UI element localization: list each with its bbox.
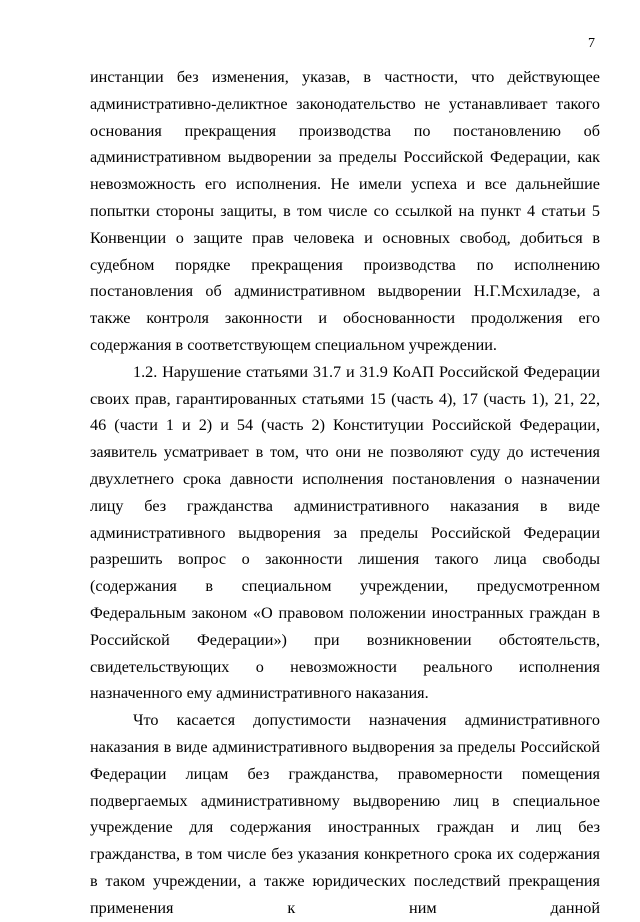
paragraph-admissibility: Что касается допустимости назначения административного наказания в виде административного выдворения за пределы Российской Федерации лицам без гражданства, правомерности помещения подвергаемых административному выдворению лиц в специальное учреждение для содержания иностранных граждан и лиц без гражданства, в том числе без указания конкретного срока их содержания в таком учреждении, а также юридических последствий прекращения применения к ним данной [90,711,600,917]
paragraph-intro-continuation: инстанции без изменения, указав, в частности, что действующее административно-деликтное законодательство не устанавливает такого основания прекращения производства по постановлению об административном выдворении за пределы Российской Федерации, как невозможность его исполнения. Не имели успеха и все дальнейшие попытки стороны защиты, в том числе со ссылкой на пункт 4 статьи 5 Конвенции о защите прав человека и основных свобод, добиться в судебном порядке прекращения производства по исполнению постановления об административном выдворении Н.Г.Мсхиладзе, а также контроля законности и обоснованности продолжения его содержания в соответствующем специальном учреждении. [90,68,600,354]
paragraph-section-1-2: 1.2. Нарушение статьями 31.7 и 31.9 КоАП Российской Федерации своих прав, гарантированных статьями 15 (часть 4), 17 (часть 1), 21, 22, 46 (части 1 и 2) и 54 (часть 2) Конституции Российской Федерации, заявитель усматривает в том, что они не позволяют суду до истечения двухлетнего срока давности исполнения постановления о назначении лицу без гражданства административного наказания в виде административного выдворения за пределы Российской Федерации разрешить вопрос о законности лишения такого лица свободы (содержания в специальном учреждении, предусмотренном Федеральным законом «О правовом положении иностранных граждан в Российской Федерации») при возникновении обстоятельств, свидетельствующих о невозможности реального исполнения назначенного ему административного наказания. [90,362,600,703]
page-number: 7 [588,36,595,51]
document-body [90,64,600,922]
